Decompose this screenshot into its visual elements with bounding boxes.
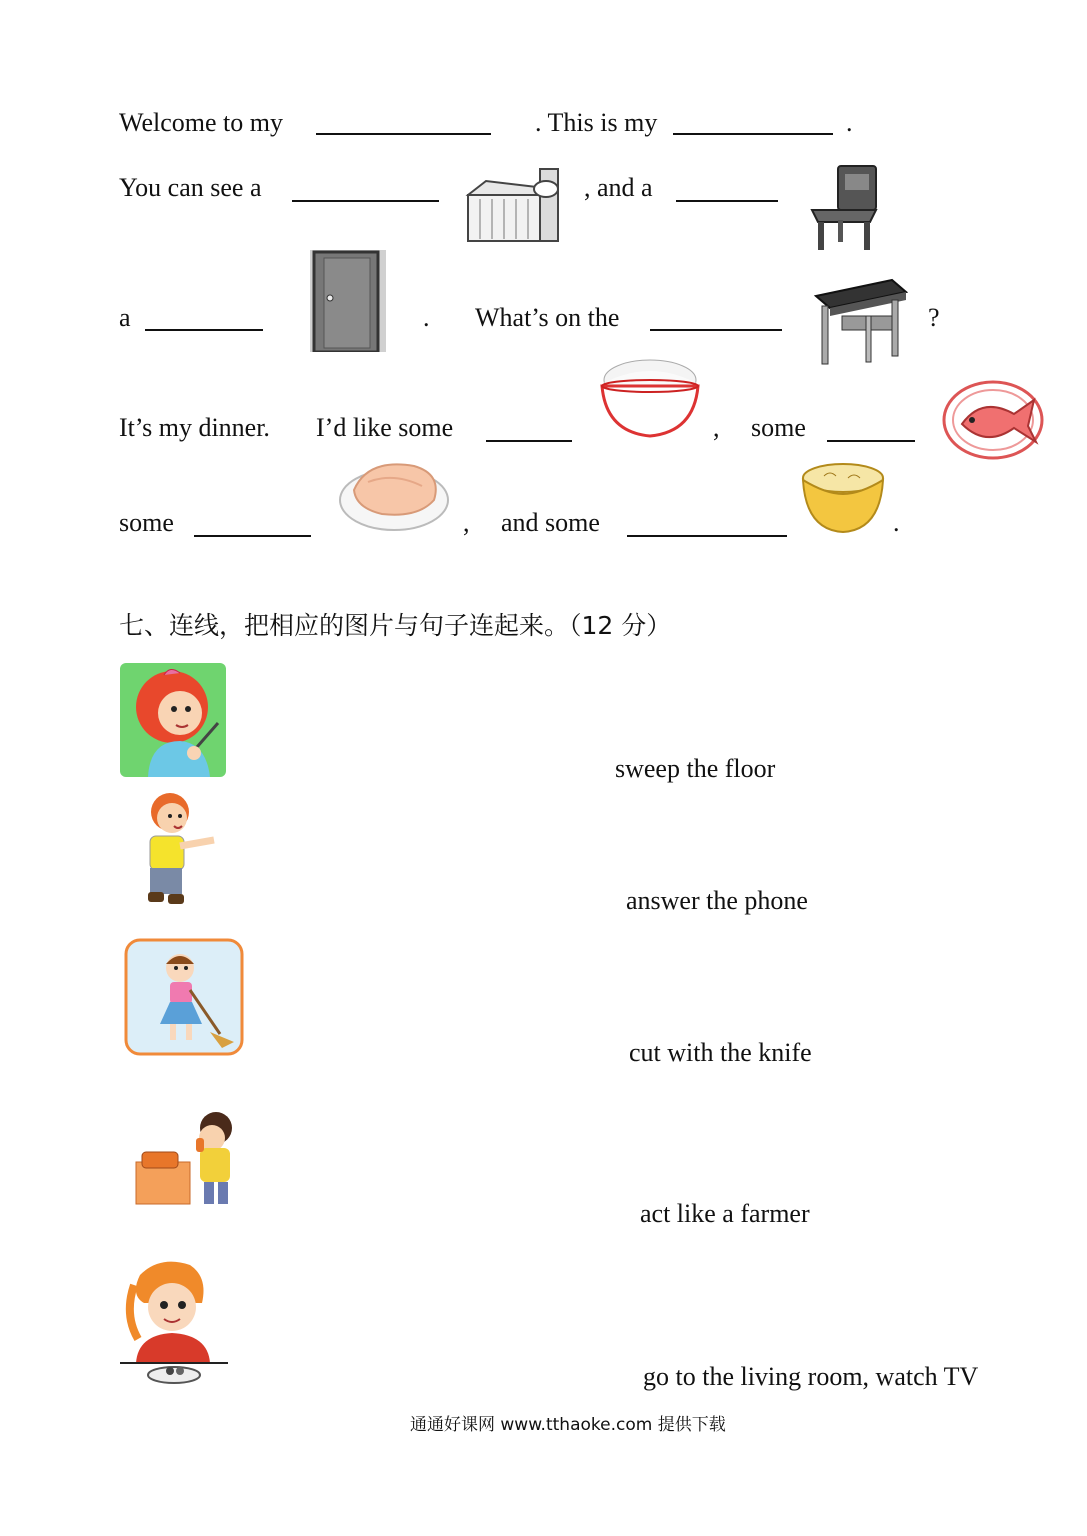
line5-text-3: and some xyxy=(501,508,600,537)
blank-4[interactable] xyxy=(676,200,778,202)
fish-plate-icon xyxy=(942,378,1044,462)
blank-3[interactable] xyxy=(292,200,439,202)
door-icon xyxy=(310,250,390,352)
phrase-cut-with-the-knife[interactable]: cut with the knife xyxy=(629,1038,812,1067)
boy-pointing-picture[interactable] xyxy=(136,790,220,908)
blank-6[interactable] xyxy=(650,329,782,331)
line4-text-1: It’s my dinner. xyxy=(119,413,270,442)
girl-eating-picture[interactable] xyxy=(120,1255,228,1387)
blank-1[interactable] xyxy=(316,133,491,135)
girl-sweeping-picture[interactable] xyxy=(124,938,244,1056)
line1-text-2: . This is my xyxy=(535,108,658,137)
blank-10[interactable] xyxy=(627,535,787,537)
phrase-living-room-watch-tv[interactable]: go to the living room, watch TV xyxy=(643,1362,979,1391)
soup-bowl-icon xyxy=(800,456,886,536)
phrase-answer-the-phone[interactable]: answer the phone xyxy=(626,886,808,915)
line4-text-2: I’d like some xyxy=(316,413,454,442)
line3-text-2: . xyxy=(423,303,430,332)
line3-text-1: a xyxy=(119,303,131,332)
chair-icon xyxy=(808,162,882,252)
phrase-sweep-the-floor[interactable]: sweep the floor xyxy=(615,754,776,783)
line1-text-1: Welcome to my xyxy=(119,108,283,137)
rice-bowl-icon xyxy=(598,350,702,440)
line4-text-4: some xyxy=(751,413,806,442)
blank-9[interactable] xyxy=(194,535,311,537)
blank-8[interactable] xyxy=(827,440,915,442)
desk-icon xyxy=(812,276,908,366)
line1-text-3: . xyxy=(846,108,853,137)
boy-phone-picture[interactable] xyxy=(134,1110,238,1206)
line3-text-3: What’s on the xyxy=(475,303,620,332)
line3-text-4: ? xyxy=(928,303,940,332)
footer-source: 通通好课网 www.tthaoke.com 提供下载 xyxy=(410,1415,726,1435)
line2-text-1: You can see a xyxy=(119,173,262,202)
section-7-heading: 七、连线，把相应的图片与句子连起来。（12 分） xyxy=(119,611,672,640)
blank-7[interactable] xyxy=(486,440,572,442)
blank-2[interactable] xyxy=(673,133,833,135)
line4-text-3: , xyxy=(713,413,720,442)
phrase-act-like-a-farmer[interactable]: act like a farmer xyxy=(640,1199,810,1228)
line5-text-1: some xyxy=(119,508,174,537)
line5-text-4: . xyxy=(893,508,900,537)
line5-text-2: , xyxy=(463,508,470,537)
girl-cutting-picture[interactable] xyxy=(120,663,226,777)
blank-5[interactable] xyxy=(145,329,263,331)
bed-icon xyxy=(462,165,564,247)
chicken-plate-icon xyxy=(338,452,450,532)
line2-text-2: , and a xyxy=(584,173,653,202)
